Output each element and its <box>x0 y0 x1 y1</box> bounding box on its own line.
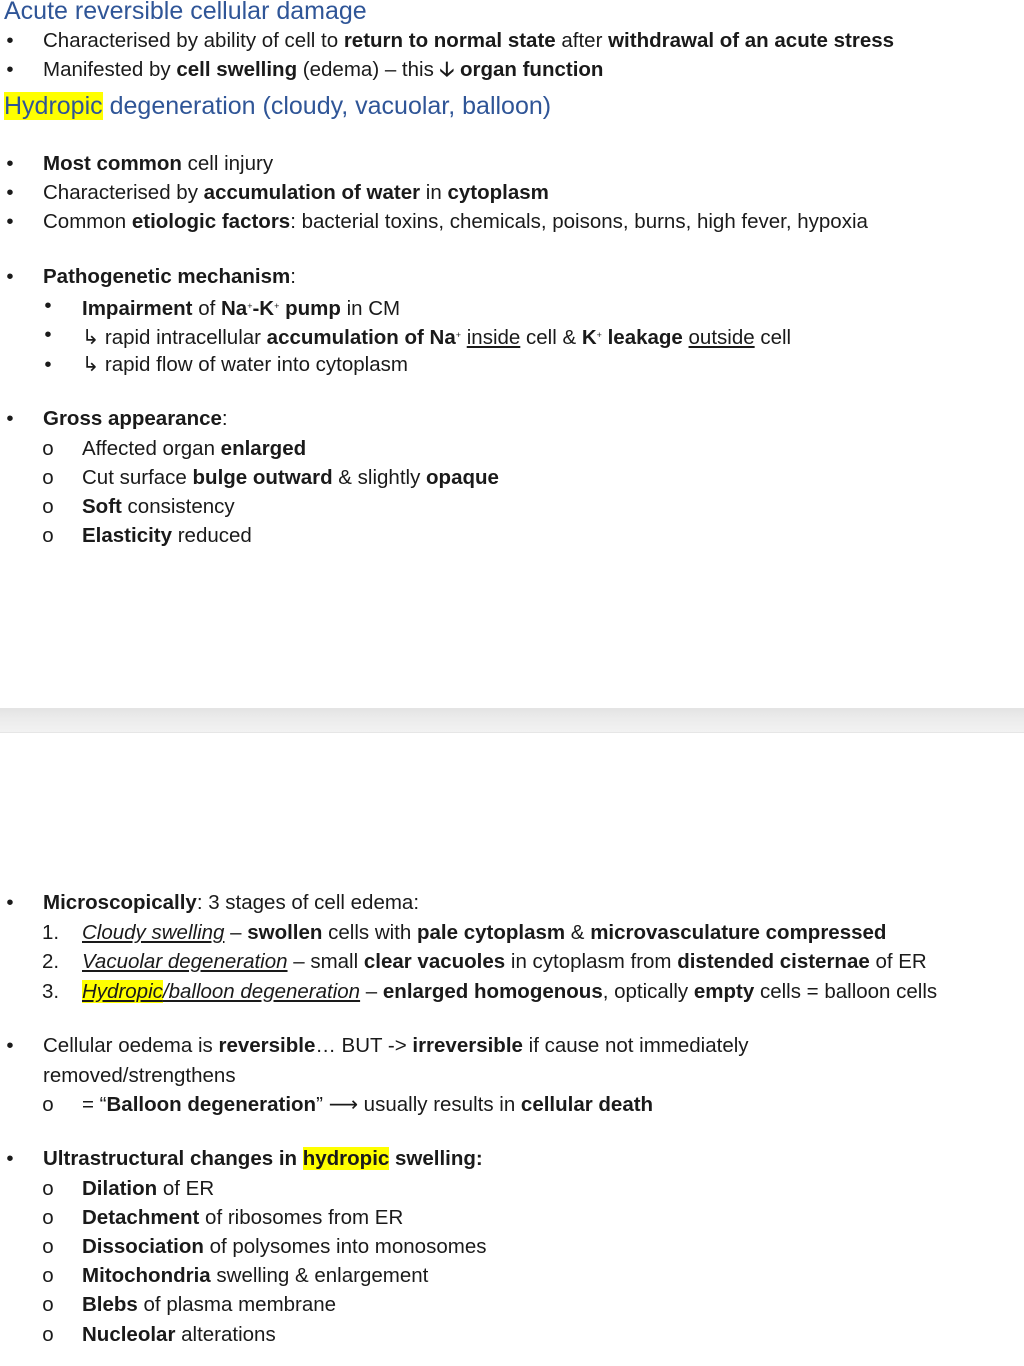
page-separator <box>0 708 1024 733</box>
circle-marker: o <box>42 1323 54 1346</box>
bullet-marker: • <box>6 152 14 175</box>
bullet-marker: • <box>44 353 52 376</box>
circle-marker: o <box>42 1293 54 1316</box>
bullet-marker: • <box>6 210 14 233</box>
circle-marker: o <box>42 466 54 489</box>
bullet-marker: • <box>6 407 14 430</box>
bullet-marker: • <box>6 265 14 288</box>
number-marker: 2. <box>42 950 60 973</box>
bullet-marker: • <box>44 294 52 317</box>
circle-marker: o <box>42 524 54 547</box>
bullet-marker: • <box>6 58 14 81</box>
circle-marker: o <box>42 1177 54 1200</box>
document-page-1: Acute reversible cellular damage • Characterised by ability of cell to return to normal state after withdrawal of an acute stress • Manifested by cell swelling (edema) – this 🡣 organ function Hydropic degeneration (cloudy, vacuolar, balloon) • Most common cell injury • Characterised by accumulation of water in cytoplasm • Common etiologic factors: bacterial toxins, chemicals, poisons, burns, high fever, hypoxia • Pathogenetic mechanism: • Impairment of Na+-K+ pump in CM • ↳ rapid intracellular accumulation of Na+ inside cell & K+ leakage outside cell • ↳ rapid flow of water into cytoplasm • Gross appearance: o Affected organ enlarged o Cut surface bulge outward & slightly opaque o Soft consistency o Elasticity reduced <box>0 0 1024 708</box>
number-marker: 3. <box>42 980 60 1003</box>
bullet-marker: • <box>6 181 14 204</box>
bullet-marker: • <box>6 1034 14 1057</box>
heading-acute-reversible-damage: Acute reversible cellular damage <box>4 0 367 25</box>
circle-marker: o <box>42 437 54 460</box>
heading-hydropic-degeneration: Hydropic degeneration (cloudy, vacuolar, balloon) <box>4 92 552 120</box>
bullet-marker: • <box>44 323 52 346</box>
circle-marker: o <box>42 1264 54 1287</box>
bullet-marker: • <box>6 891 14 914</box>
circle-marker: o <box>42 1206 54 1229</box>
arrow-down-icon: 🡣 <box>439 58 455 81</box>
circle-marker: o <box>42 1235 54 1258</box>
circle-marker: o <box>42 1093 54 1116</box>
bullet-marker: • <box>6 29 14 52</box>
bullet-marker: • <box>6 1147 14 1170</box>
circle-marker: o <box>42 495 54 518</box>
number-marker: 1. <box>42 921 60 944</box>
document-page-2: • Microscopically: 3 stages of cell edema: 1. Cloudy swelling – swollen cells with pale cytoplasm & microvasculature compressed 2. Vacuolar degeneration – small clear vacuoles in cytoplasm from distended cisternae of ER 3. Hydropic/balloon degeneration – enlarged homogenous, optically empty cells = balloon cells • Cellular oedema is reversible… BUT -> irreversible if cause not immediately removed/strengthens o = “Balloon degeneration” ⟶ usually results in cellular death • Ultrastructural changes in hydropic swelling: o Dilation of ER o Detachment of ribosomes from ER o Dissociation of polysomes into monosomes o Mitochondria swelling & enlargement o Blebs of plasma membrane o Nucleolar alterations <box>0 732 1024 1366</box>
